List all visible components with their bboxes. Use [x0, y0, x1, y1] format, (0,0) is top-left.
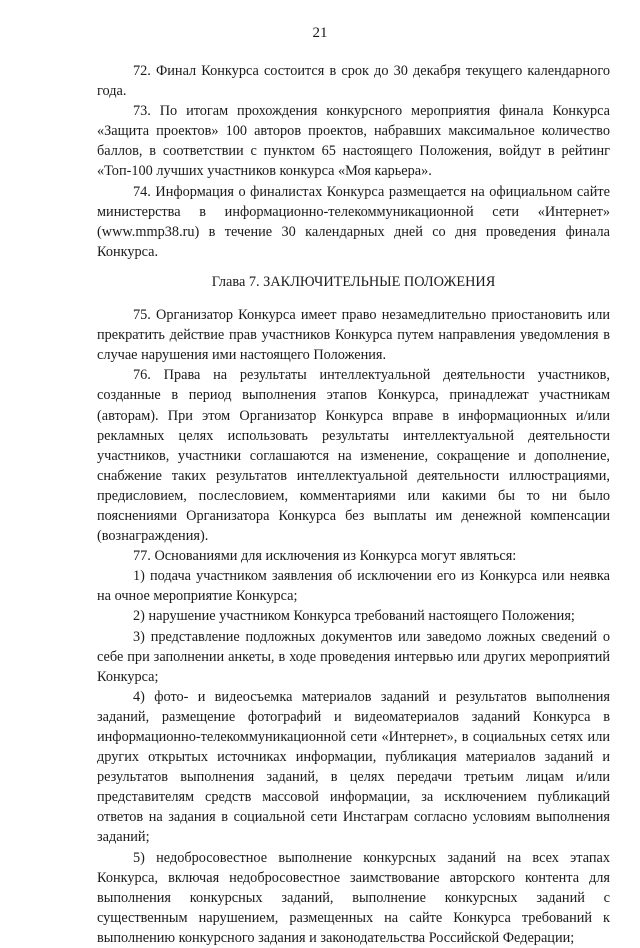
- list-item-3: 3) представление подложных документов или заведомо ложных сведений о себе при заполнении анкеты, в ходе проведения интервью или других мероприятий Конкурса;: [97, 628, 610, 685]
- list-item-1: 1) подача участником заявления об исключении его из Конкурса или неявка на очное мероприятие Конкурса;: [97, 568, 610, 605]
- chapter-heading: Глава 7. ЗАКЛЮЧИТЕЛЬНЫЕ ПОЛОЖЕНИЯ: [211, 273, 496, 290]
- paragraph-76: 76. Права на результаты интеллектуальной деятельности участников, созданные в период выполнения этапов Конкурса, принадлежат участникам (авторам). При этом Организатор Конкурса вправе в информационных и/или рекламных целях использовать результаты интеллектуальной деятельности участников, участники соглашаются на изменение, сокращение и дополнение, снабжение таких результатов интеллектуальной деятельности иллюстрациями, предисловием, послесловием, комментариями или какими бы то ни было пояснениями Организатора Конкурса без выплаты им денежной компенсации (вознаграждения).: [97, 367, 610, 545]
- paragraph-75: 75. Организатор Конкурса имеет право незамедлительно приостановить или прекратить действие прав участников Конкурса путем направления уведомления в случае нарушения ими настоящего Положения.: [97, 307, 610, 364]
- list-item-5: 5) недобросовестное выполнение конкурсных заданий на всех этапах Конкурса, включая недобросовестное заимствование авторского контента для выполнения конкурсных заданий, выполнение конкурсных заданий с существенным нарушением, размещенных на сайте Конкурса требований к выполнению конкурсного задания и законодательства Российской Федерации;: [97, 849, 610, 946]
- list-item-2: 2) нарушение участником Конкурса требований настоящего Положения;: [133, 608, 575, 625]
- paragraph-72: 72. Финал Конкурса состоится в срок до 30 декабря текущего календарного года.: [97, 63, 610, 100]
- document-body: [97, 61, 610, 948]
- page-number: 21: [312, 25, 328, 41]
- list-item-4: 4) фото- и видеосъемка материалов заданий и результатов выполнения заданий, размещение фотографий и видеоматериалов заданий Конкурса в информационно-телекоммуникационной сети «Интернет», в социальных сетях или других открытых источниках информации, публикация материалов заданий и результатов выполнения заданий, в целях передачи третьим лицам и/или представителям средств массовой информации, за исключением публикаций ответов на задания в социальной сети Инстаграм согласно условиям выполнения заданий;: [97, 688, 610, 846]
- paragraph-73: 73. По итогам прохождения конкурсного мероприятия финала Конкурса «Защита проектов» 100 авторов проектов, набравших максимальное количество баллов, в соответствии с пунктом 65 настоящего Положения, войдут в рейтинг «Топ-100 лучших участников конкурса «Моя карьера».: [97, 103, 610, 180]
- paragraph-74: 74. Информация о финалистах Конкурса размещается на официальном сайте министерства в информационно-телекоммуникационной сети «Интернет» (www.mmp38.ru) в течение 30 календарных дней со дня проведения финала Конкурса.: [97, 183, 610, 260]
- paragraph-77: 77. Основаниями для исключения из Конкурса могут являться:: [133, 548, 517, 565]
